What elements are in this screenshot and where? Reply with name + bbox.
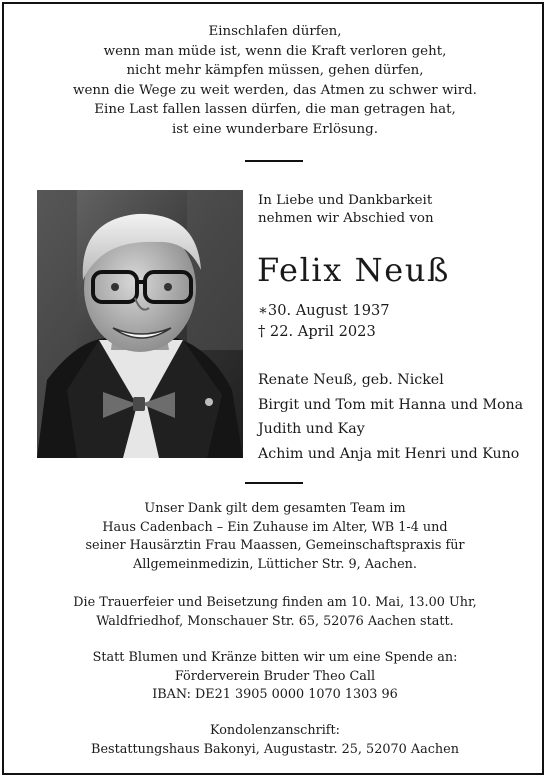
- intro-line: nehmen wir Abschied von: [258, 211, 434, 226]
- condolence-line: Kondolenzanschrift:: [210, 723, 340, 738]
- thanks-line: seiner Hausärztin Frau Maassen, Gemeinschaftspraxis für: [85, 538, 465, 554]
- thanks-line: Haus Cadenbach – Ein Zuhause im Alter, WB 1-4 und: [102, 519, 448, 535]
- donation-line: Förderverein Bruder Theo Call: [174, 668, 376, 684]
- deceased-name: Felix Neuß: [257, 251, 450, 289]
- thanks-line: Allgemeinmedizin, Lütticher Str. 9, Aachen.: [133, 556, 417, 572]
- ceremony-line: Waldfriedhof, Monschauer Str. 65, 52076 Aachen statt.: [96, 613, 454, 629]
- condolence-line: Bestattungshaus Bakonyi, Augustastr. 25, 52070 Aachen: [91, 741, 459, 757]
- family-member: Achim und Anja mit Henri und Kuno: [258, 445, 520, 462]
- thanks-text: [0, 500, 550, 574]
- divider-bottom: [245, 482, 303, 484]
- ceremony-line: Die Trauerfeier und Beisetzung finden am 10. Mai, 13.00 Uhr,: [73, 595, 477, 610]
- poem: [0, 22, 550, 140]
- death-date: † 22. April 2023: [258, 323, 376, 340]
- poem-line: nicht mehr kämpfen müssen, gehen dürfen,: [126, 63, 424, 79]
- donation-text: [0, 649, 550, 705]
- donation-line: IBAN: DE21 3905 0000 1070 1303 96: [152, 687, 398, 703]
- intro-text: [258, 192, 434, 228]
- family-member: Judith und Kay: [258, 421, 365, 438]
- intro-line: In Liebe und Dankbarkeit: [258, 193, 433, 208]
- poem-line: ist eine wunderbare Erlösung.: [171, 121, 379, 137]
- condolence-address: [0, 722, 550, 759]
- donation-line: Statt Blumen und Kränze bitten wir um eine Spende an:: [92, 650, 458, 665]
- life-dates: [258, 300, 390, 342]
- thanks-line: Unser Dank gilt dem gesamten Team im: [144, 501, 406, 516]
- poem-line: wenn die Wege zu weit werden, das Atmen zu schwer wird.: [73, 82, 477, 98]
- family-member: Birgit und Tom mit Hanna und Mona: [258, 396, 524, 413]
- poem-line: Einschlafen dürfen,: [208, 24, 342, 39]
- birth-date: ∗30. August 1937: [258, 302, 390, 319]
- portrait-photo: [37, 190, 243, 458]
- divider-top: [245, 160, 303, 162]
- ceremony-text: [0, 594, 550, 631]
- poem-line: Eine Last fallen lassen dürfen, die man getragen hat,: [94, 102, 456, 118]
- family-list: [258, 368, 523, 466]
- family-member: Renate Neuß, geb. Nickel: [258, 372, 444, 388]
- poem-line: wenn man müde ist, wenn die Kraft verloren geht,: [103, 43, 447, 59]
